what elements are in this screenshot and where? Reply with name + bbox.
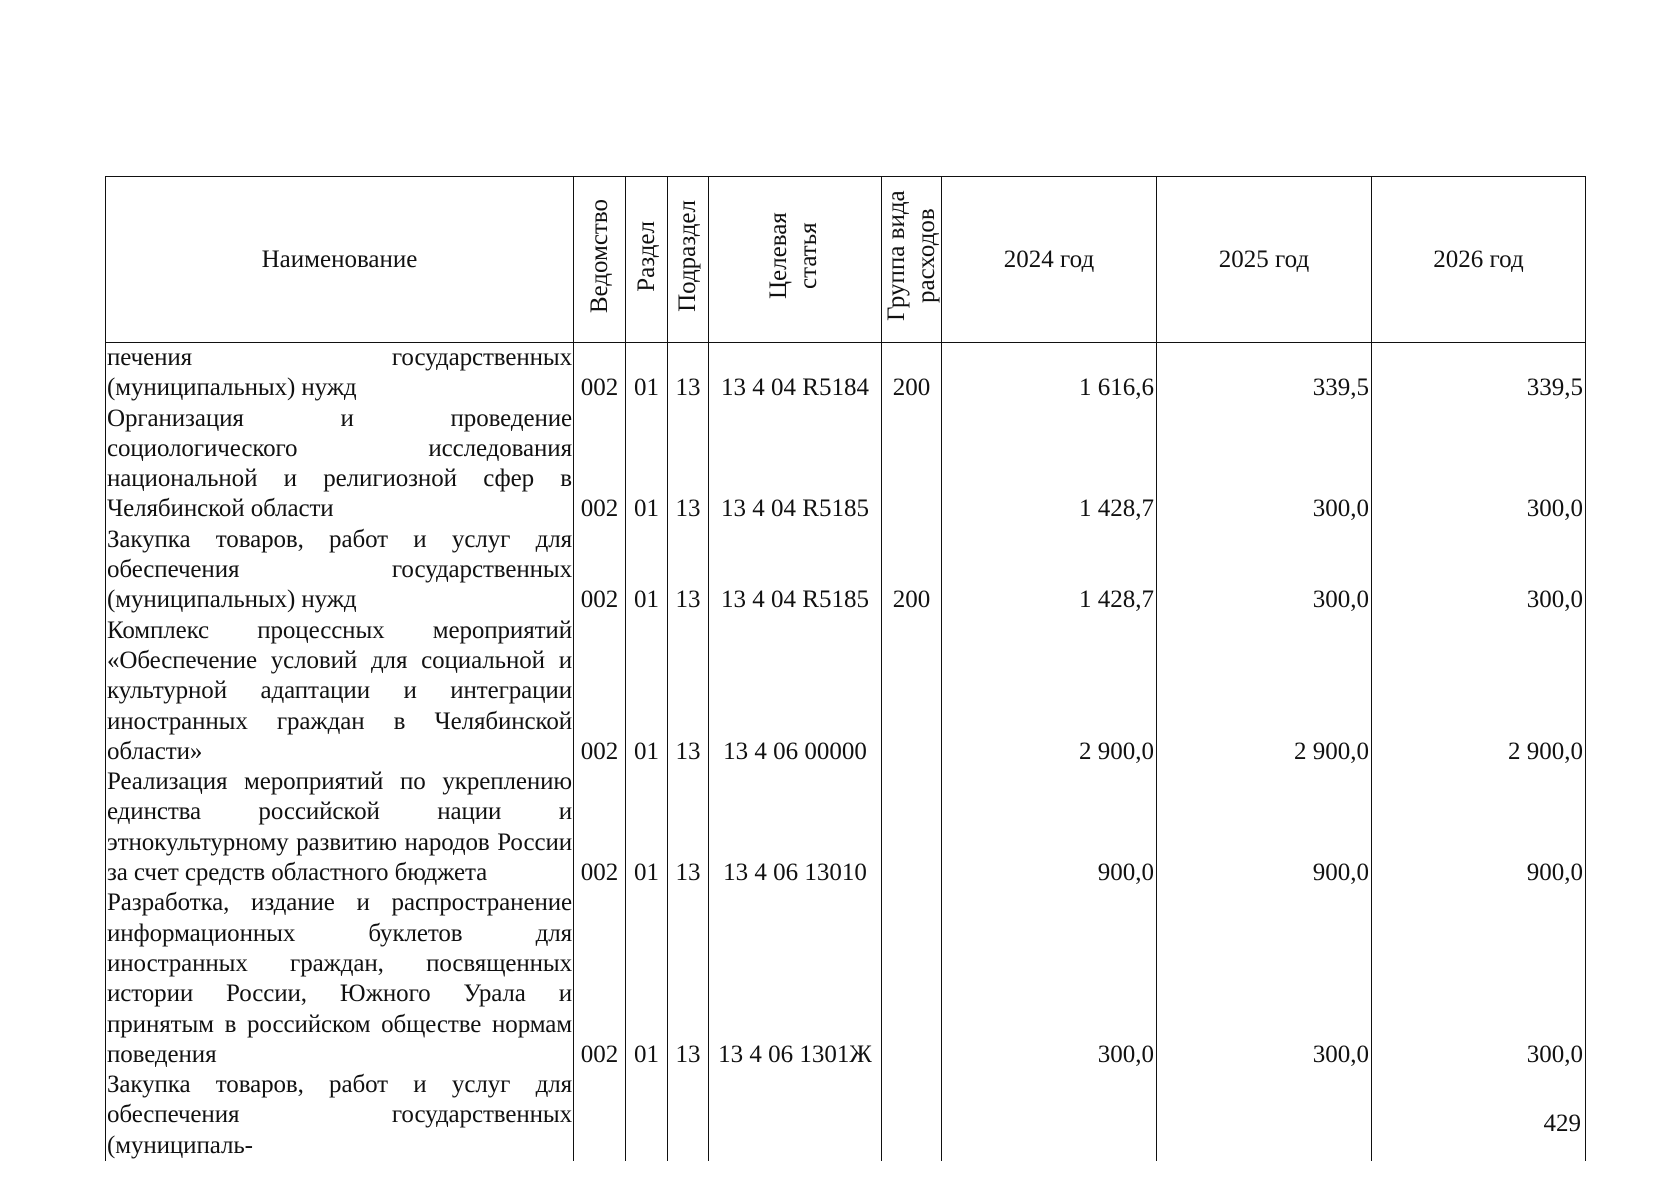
row-name: Закупка товаров, работ и услуг для обеспечения государственных (муниципальных) нужд xyxy=(106,525,574,616)
row-podrazdel: 13 xyxy=(668,525,709,616)
header-2025: 2025 год xyxy=(1157,177,1372,343)
row-2025: 300,0 xyxy=(1157,525,1372,616)
table-row xyxy=(106,767,1586,888)
header-name: Наименование xyxy=(106,177,574,343)
row-vid: 200 xyxy=(882,343,942,404)
row-2024: 1 428,7 xyxy=(942,404,1157,525)
header-2024: 2024 год xyxy=(942,177,1157,343)
row-target: 13 4 06 00000 xyxy=(709,616,882,767)
row-razdel: 01 xyxy=(626,767,668,888)
row-vedomstvo: 002 xyxy=(574,525,626,616)
row-vid xyxy=(882,888,942,1070)
row-razdel: 01 xyxy=(626,616,668,767)
header-target: Целевая статья xyxy=(709,177,882,343)
row-podrazdel: 13 xyxy=(668,404,709,525)
row-podrazdel: 13 xyxy=(668,343,709,404)
row-name: Закупка товаров, работ и услуг для обеспечения государственных (муниципаль- xyxy=(106,1070,574,1161)
row-target: 13 4 04 R5184 xyxy=(709,343,882,404)
row-2025: 2 900,0 xyxy=(1157,616,1372,767)
row-target: 13 4 06 13010 xyxy=(709,767,882,888)
row-razdel: 01 xyxy=(626,525,668,616)
row-target: 13 4 04 R5185 xyxy=(709,525,882,616)
row-razdel xyxy=(626,1070,668,1161)
row-target: 13 4 06 1301Ж xyxy=(709,888,882,1070)
row-2026: 2 900,0 xyxy=(1372,616,1586,767)
row-vedomstvo: 002 xyxy=(574,616,626,767)
row-razdel: 01 xyxy=(626,404,668,525)
row-vedomstvo: 002 xyxy=(574,343,626,404)
row-vid xyxy=(882,1070,942,1161)
row-2024: 1 428,7 xyxy=(942,525,1157,616)
row-2025: 300,0 xyxy=(1157,888,1372,1070)
row-name: Реализация мероприятий по укреплению единства российской нации и этнокультурному развитию народов России за счет средств областного бюджета xyxy=(106,767,574,888)
row-2025 xyxy=(1157,1070,1372,1161)
row-podrazdel: 13 xyxy=(668,888,709,1070)
row-podrazdel: 13 xyxy=(668,616,709,767)
row-2024: 300,0 xyxy=(942,888,1157,1070)
table-header-row xyxy=(106,177,1586,343)
row-2025: 900,0 xyxy=(1157,767,1372,888)
row-2025: 339,5 xyxy=(1157,343,1372,404)
row-podrazdel xyxy=(668,1070,709,1161)
row-vedomstvo: 002 xyxy=(574,404,626,525)
row-2026: 339,5 xyxy=(1372,343,1586,404)
table-row-continued xyxy=(106,1070,1586,1161)
table-body xyxy=(106,343,1586,1162)
page-number: 429 xyxy=(1543,1110,1581,1137)
row-2026: 300,0 xyxy=(1372,888,1586,1070)
row-name: Комплекс процессных мероприятий «Обеспечение условий для социальной и культурной адаптации и интеграции иностранных граждан в Челябинской области» xyxy=(106,616,574,767)
table-row xyxy=(106,616,1586,767)
table-row xyxy=(106,888,1586,1070)
budget-table xyxy=(105,176,1586,1161)
row-2026: 900,0 xyxy=(1372,767,1586,888)
row-target: 13 4 04 R5185 xyxy=(709,404,882,525)
row-vid: 200 xyxy=(882,525,942,616)
table-row xyxy=(106,525,1586,616)
row-vedomstvo: 002 xyxy=(574,767,626,888)
row-2024: 900,0 xyxy=(942,767,1157,888)
row-2024 xyxy=(942,1070,1157,1161)
table-row xyxy=(106,404,1586,525)
row-target xyxy=(709,1070,882,1161)
header-2026: 2026 год xyxy=(1372,177,1586,343)
row-vedomstvo: 002 xyxy=(574,888,626,1070)
row-2024: 1 616,6 xyxy=(942,343,1157,404)
row-vid xyxy=(882,767,942,888)
row-vid xyxy=(882,404,942,525)
row-razdel: 01 xyxy=(626,343,668,404)
row-vedomstvo xyxy=(574,1070,626,1161)
row-podrazdel: 13 xyxy=(668,767,709,888)
row-2026: 300,0 xyxy=(1372,525,1586,616)
row-2025: 300,0 xyxy=(1157,404,1372,525)
row-name: Организация и проведение социологического исследования национальной и религиозной сфер в Челябинской области xyxy=(106,404,574,525)
row-2024: 2 900,0 xyxy=(942,616,1157,767)
header-vid: Группа вида расходов xyxy=(882,177,942,343)
header-vedomstvo: Ведомство xyxy=(574,177,626,343)
row-name: Разработка, издание и распространение информационных буклетов для иностранных граждан, посвященных истории России, Южного Урала и принятым в российском обществе нормам поведения xyxy=(106,888,574,1070)
header-podrazdel: Подраздел xyxy=(668,177,709,343)
table-row xyxy=(106,343,1586,404)
row-razdel: 01 xyxy=(626,888,668,1070)
header-razdel: Раздел xyxy=(626,177,668,343)
row-vid xyxy=(882,616,942,767)
row-2026: 300,0 xyxy=(1372,404,1586,525)
row-name: печения государственных (муниципальных) нужд xyxy=(106,343,574,404)
